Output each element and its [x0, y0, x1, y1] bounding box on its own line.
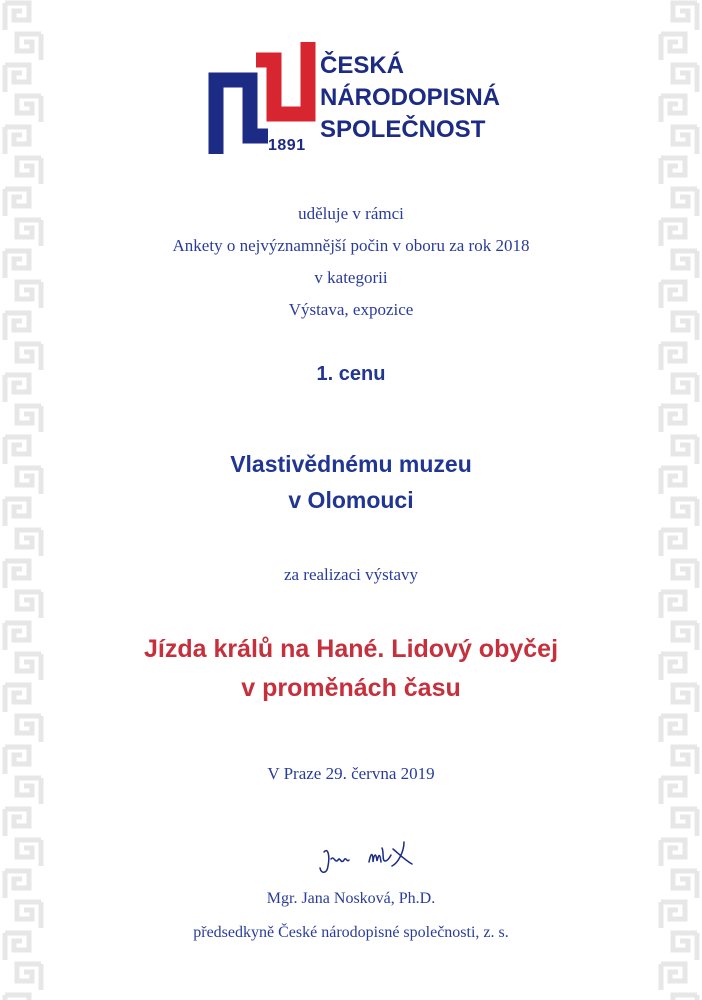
- intro-line-2: Ankety o nejvýznamnější počin v oboru za rok 2018: [172, 236, 530, 255]
- signatory: [0, 882, 702, 950]
- place-and-date: V Praze 29. června 2019: [267, 764, 435, 783]
- prize-rank: 1. cenu: [316, 363, 386, 385]
- handwritten-signature: [318, 840, 430, 882]
- intro-line-1: uděluje v rámci: [298, 204, 404, 223]
- award-introduction: [0, 198, 702, 326]
- society-logo: [206, 42, 536, 160]
- exhibition-title-line-1: Jízda králů na Hané. Lidový obyčej: [143, 635, 559, 663]
- signatory-name: Mgr. Jana Nosková, Ph.D.: [266, 890, 436, 907]
- award-reason-label: za realizaci výstavy: [283, 565, 419, 584]
- society-name-line-1: ČESKÁ: [320, 52, 405, 79]
- society-name-line-3: SPOLEČNOST: [320, 116, 486, 143]
- award-recipient: [0, 446, 702, 518]
- society-name: [320, 50, 500, 146]
- exhibition-title: [0, 630, 702, 708]
- recipient-line-1: Vlastivědnému muzeu: [230, 451, 472, 477]
- intro-line-4: Výstava, expozice: [288, 300, 414, 319]
- society-name-line-2: NÁRODOPISNÁ: [320, 84, 501, 111]
- intro-line-3: v kategorii: [314, 268, 388, 287]
- signatory-role: předsedkyně České národopisné společnosti, z. s.: [193, 924, 509, 941]
- exhibition-title-line-2: v proměnách času: [241, 674, 461, 702]
- recipient-line-2: v Olomouci: [288, 487, 414, 513]
- founding-year: 1891: [268, 137, 306, 154]
